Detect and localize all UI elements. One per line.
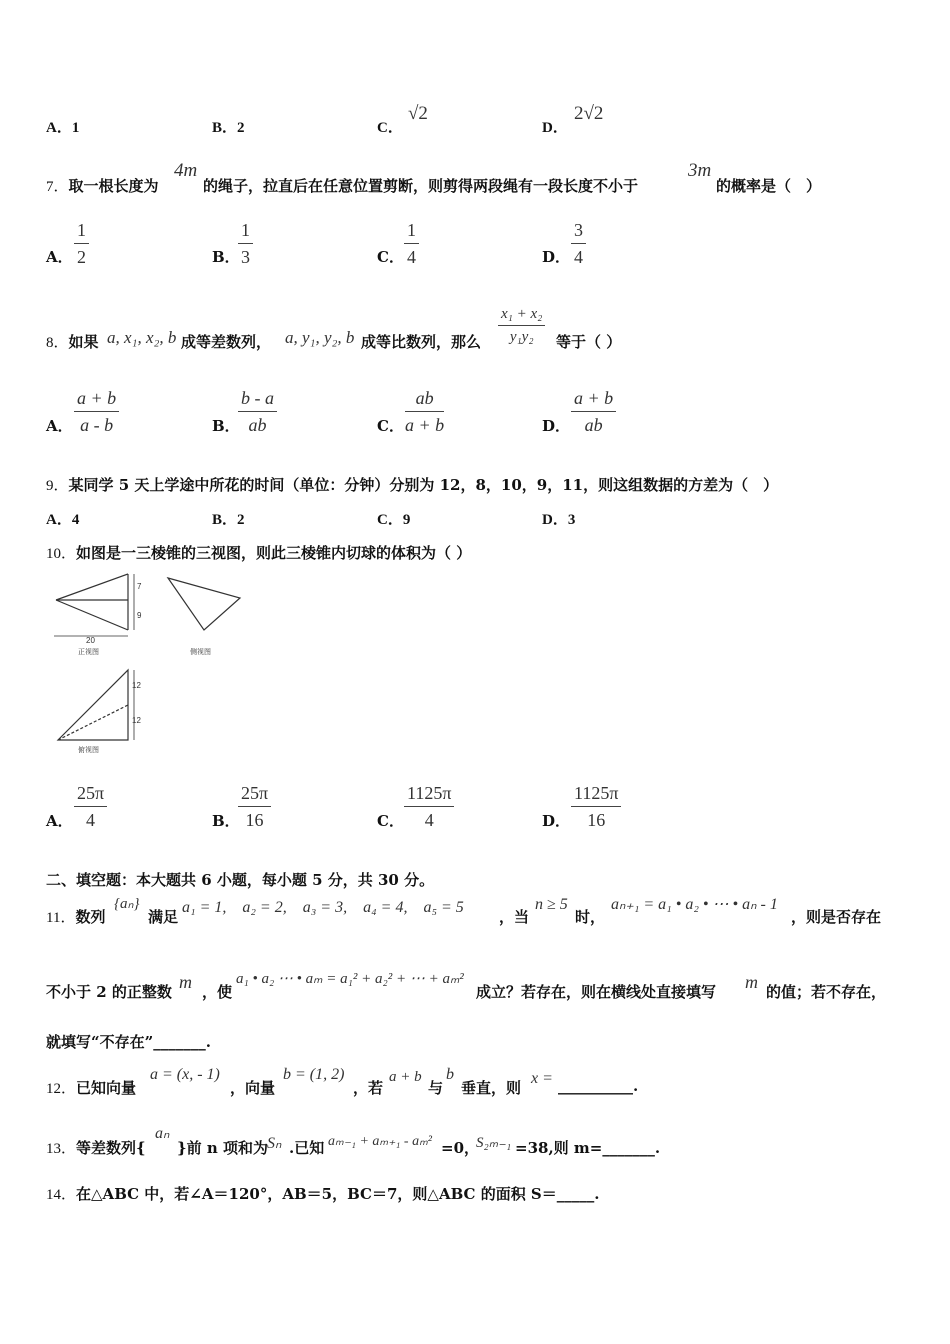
q10-three-view-figure	[44, 566, 264, 756]
q8-text-1: 如果	[68, 333, 99, 351]
q7-text-3: 的概率是（ ）	[716, 177, 822, 195]
denominator: a - b	[80, 415, 114, 435]
q10-option-b-label: B．	[212, 812, 240, 830]
q11-condition-n: n ≥ 5	[535, 896, 568, 913]
denominator: y₁y₂	[509, 329, 534, 345]
q9-option-a	[46, 508, 79, 529]
q11-var-m-2: m	[745, 972, 758, 992]
section-heading: 二、填空题：本大题共 6 小题，每小题 5 分，共 30 分。	[46, 871, 435, 889]
question-number: 9．	[46, 478, 69, 494]
question-number: 13．	[46, 1141, 77, 1157]
q8-option-d-label: D．	[542, 417, 571, 435]
q9-option-c	[377, 508, 410, 529]
q7-option-d-fraction	[571, 220, 586, 268]
q10-text: 如图是一三棱锥的三视图，则此三棱锥内切球的体积为（ ）	[76, 544, 472, 562]
option-label: D．	[542, 512, 568, 528]
denominator: 16	[245, 810, 264, 830]
q12-text-5: 垂直，则	[461, 1079, 522, 1097]
q11-sequence: {aₙ}	[114, 896, 140, 912]
q11-line2-text-3: 成立？若存在，则在横线处直接填写	[476, 983, 717, 1001]
numerator: 1125π	[571, 783, 621, 807]
q9-text: 某同学 5 天上学途中所花的时间（单位：分钟）分别为 12，8，10，9，11，则这组数据的方差为（ ）	[68, 476, 779, 494]
q11-text-3: ，当	[499, 908, 530, 926]
front-view	[54, 574, 134, 636]
numerator: 25π	[238, 783, 271, 807]
option-value: 2	[237, 120, 245, 136]
q13-sn: Sₙ	[267, 1135, 282, 1152]
q12-sum: a + b	[389, 1069, 422, 1085]
option-label: B．	[212, 512, 238, 528]
option-value: 1	[71, 120, 80, 136]
question-number: 10．	[46, 546, 77, 562]
front-edge	[56, 600, 128, 630]
q7-stem	[46, 175, 159, 196]
question-number: 8．	[46, 335, 69, 351]
q7-length-2: 3m	[688, 160, 712, 181]
denominator: 16	[587, 810, 606, 830]
q8-option-d-fraction	[571, 388, 616, 436]
q7-option-b-label: B．	[212, 248, 240, 266]
q12-text-2: ，向量	[230, 1079, 276, 1097]
q12-text-3: ，若	[353, 1079, 384, 1097]
denominator: a + b	[405, 415, 445, 435]
q12-x: x =	[531, 1070, 553, 1087]
q10-stem	[46, 542, 471, 563]
q12-vector-b: b = (1, 2)	[283, 1066, 345, 1083]
denominator: 4	[424, 810, 434, 830]
q13-text-3: .已知	[289, 1139, 325, 1157]
option-value: 3	[567, 512, 576, 528]
q13-text-4: =0，	[441, 1139, 480, 1157]
q7-length-1: 4m	[174, 160, 198, 181]
q7-option-c-fraction	[404, 220, 419, 268]
q10-option-c-fraction	[404, 783, 454, 831]
option-value: 9	[402, 512, 411, 528]
q7-option-b-fraction	[238, 220, 253, 268]
q11-line2-text-4: 的值；若不存在，	[766, 983, 887, 1001]
q12-blank: __________.	[558, 1077, 639, 1095]
q9-option-d	[542, 508, 575, 529]
q12-b: b	[446, 1066, 454, 1083]
q6-option-c	[377, 116, 403, 137]
denominator: 4	[574, 247, 583, 267]
question-number: 12．	[46, 1081, 77, 1097]
denominator: 2	[77, 247, 86, 267]
q6-option-a	[46, 116, 79, 137]
q13-text-2: }前 n 项和为	[177, 1139, 268, 1157]
dim-label-7: 7	[137, 582, 142, 591]
q8-sequence-1: a, x₁, x₂, b	[107, 328, 177, 347]
q11-line2-text-1: 不小于 2 的正整数	[46, 983, 172, 1001]
q13-expression: aₘ₋₁ + aₘ₊₁ - aₘ²	[328, 1134, 432, 1149]
q11-text-4: 时，	[575, 908, 606, 926]
caption-side-view: 侧视图	[190, 648, 211, 656]
denominator: 4	[407, 247, 416, 267]
q11-recurrence: aₙ₊₁ = a₁ • a₂ • ⋯ • aₙ - 1	[611, 896, 778, 913]
q6-option-d	[542, 116, 568, 137]
q10-option-d-label: D．	[542, 812, 571, 830]
option-value: 4	[71, 512, 80, 528]
option-value: 2	[237, 512, 245, 528]
q13-text-5: =38,则 m=_______.	[515, 1139, 661, 1157]
hidden-edge	[58, 705, 128, 740]
q7-text-2: 的绳子，拉直后在任意位置剪断，则剪得两段绳有一段长度不小于	[203, 177, 639, 195]
numerator: a + b	[571, 388, 616, 412]
q8-option-b-fraction	[238, 388, 277, 436]
q7-option-c-label: C．	[377, 248, 404, 266]
top-view	[58, 670, 134, 740]
q8-text-3: 成等比数列，那么	[361, 333, 482, 351]
q11-line2-text-2: ，使	[202, 983, 233, 1001]
q8-text-4: 等于（ ）	[556, 333, 622, 351]
numerator: 1	[404, 220, 419, 244]
q12-text-1: 已知向量	[76, 1079, 137, 1097]
top-triangle	[58, 670, 128, 740]
denominator: ab	[248, 415, 267, 435]
q8-option-a-fraction	[74, 388, 119, 436]
q8-ratio-fraction	[498, 306, 545, 346]
q10-option-c-label: C．	[377, 812, 404, 830]
q7-option-a-label: A．	[46, 248, 73, 266]
q12-vector-a: a = (x, - 1)	[150, 1066, 220, 1083]
numerator: x₁ + x₂	[498, 306, 545, 326]
numerator: 1125π	[404, 783, 454, 807]
q9-option-b	[212, 508, 245, 529]
option-label: B．	[212, 120, 238, 136]
option-label: D．	[542, 120, 568, 136]
q10-option-a-label: A．	[46, 812, 73, 830]
q8-text-2: 成等差数列，	[181, 333, 272, 351]
q6-option-c-value: √2	[408, 103, 428, 124]
caption-front-view: 正视图	[78, 648, 99, 656]
dim-label-12-top: 12	[132, 681, 141, 690]
q11-equation: a₁ • a₂ ⋯ • aₘ = a₁² + a₂² + ⋯ + aₘ²	[236, 971, 464, 987]
q8-option-b-label: B．	[212, 417, 240, 435]
numerator: 25π	[74, 783, 107, 807]
q14-text: 在△ABC 中，若∠A＝120°，AB＝5，BC＝7，则△ABC 的面积 S＝_____.	[76, 1185, 600, 1203]
side-view	[168, 578, 240, 630]
numerator: 3	[571, 220, 586, 244]
option-label: C．	[377, 120, 403, 136]
option-label: A．	[46, 512, 72, 528]
denominator: ab	[584, 415, 603, 435]
q12-text-4: 与	[428, 1079, 444, 1097]
dim-label-20: 20	[86, 636, 95, 645]
q11-text-1: 数列	[75, 908, 106, 926]
q7-option-a-fraction	[74, 220, 89, 268]
q10-option-d-fraction	[571, 783, 621, 831]
q6-option-d-value: 2√2	[574, 103, 604, 124]
q12-stem	[46, 1077, 136, 1098]
dim-label-9: 9	[137, 611, 142, 620]
q13-text-1: 等差数列{	[76, 1139, 146, 1157]
caption-top-view: 俯视图	[78, 746, 99, 754]
q11-var-m: m	[179, 972, 192, 992]
q7-text-1: 取一根长度为	[68, 177, 159, 195]
option-label: A．	[46, 120, 72, 136]
q14-stem	[46, 1183, 599, 1204]
q10-option-b-fraction	[238, 783, 271, 831]
numerator: 1	[74, 220, 89, 244]
q11-text-5: ，则是否存在	[791, 908, 882, 926]
side-triangle	[168, 578, 240, 630]
numerator: 1	[238, 220, 253, 244]
q11-initial-conditions: a₁ = 1, a₂ = 2, a₃ = 3, a₄ = 4, a₅ = 5	[182, 899, 464, 916]
option-label: C．	[377, 512, 403, 528]
q11-stem	[46, 906, 105, 927]
q11-line3: 就填写“不存在”_______.	[46, 1033, 211, 1051]
q7-option-d-label: D．	[542, 248, 571, 266]
q13-s2m: S₂ₘ₋₁	[476, 1135, 512, 1151]
question-number: 11．	[46, 910, 76, 926]
q8-option-a-label: A．	[46, 417, 73, 435]
q8-stem	[46, 331, 99, 352]
dim-label-12-bottom: 12	[132, 716, 141, 725]
denominator: 4	[86, 810, 96, 830]
q11-text-2: 满足	[148, 908, 179, 926]
question-number: 7．	[46, 179, 69, 195]
q13-an: aₙ	[155, 1125, 170, 1142]
q13-stem	[46, 1137, 146, 1158]
front-edge	[56, 574, 128, 600]
denominator: 3	[241, 247, 250, 267]
numerator: a + b	[74, 388, 119, 412]
q8-sequence-2: a, y₁, y₂, b	[285, 328, 355, 347]
q10-option-a-fraction	[74, 783, 107, 831]
numerator: b - a	[238, 388, 277, 412]
q6-option-b	[212, 116, 245, 137]
numerator: ab	[405, 388, 444, 412]
question-number: 14．	[46, 1187, 77, 1203]
q9-stem	[46, 474, 778, 495]
q8-option-c-label: C．	[377, 417, 404, 435]
q8-option-c-fraction	[405, 388, 444, 436]
